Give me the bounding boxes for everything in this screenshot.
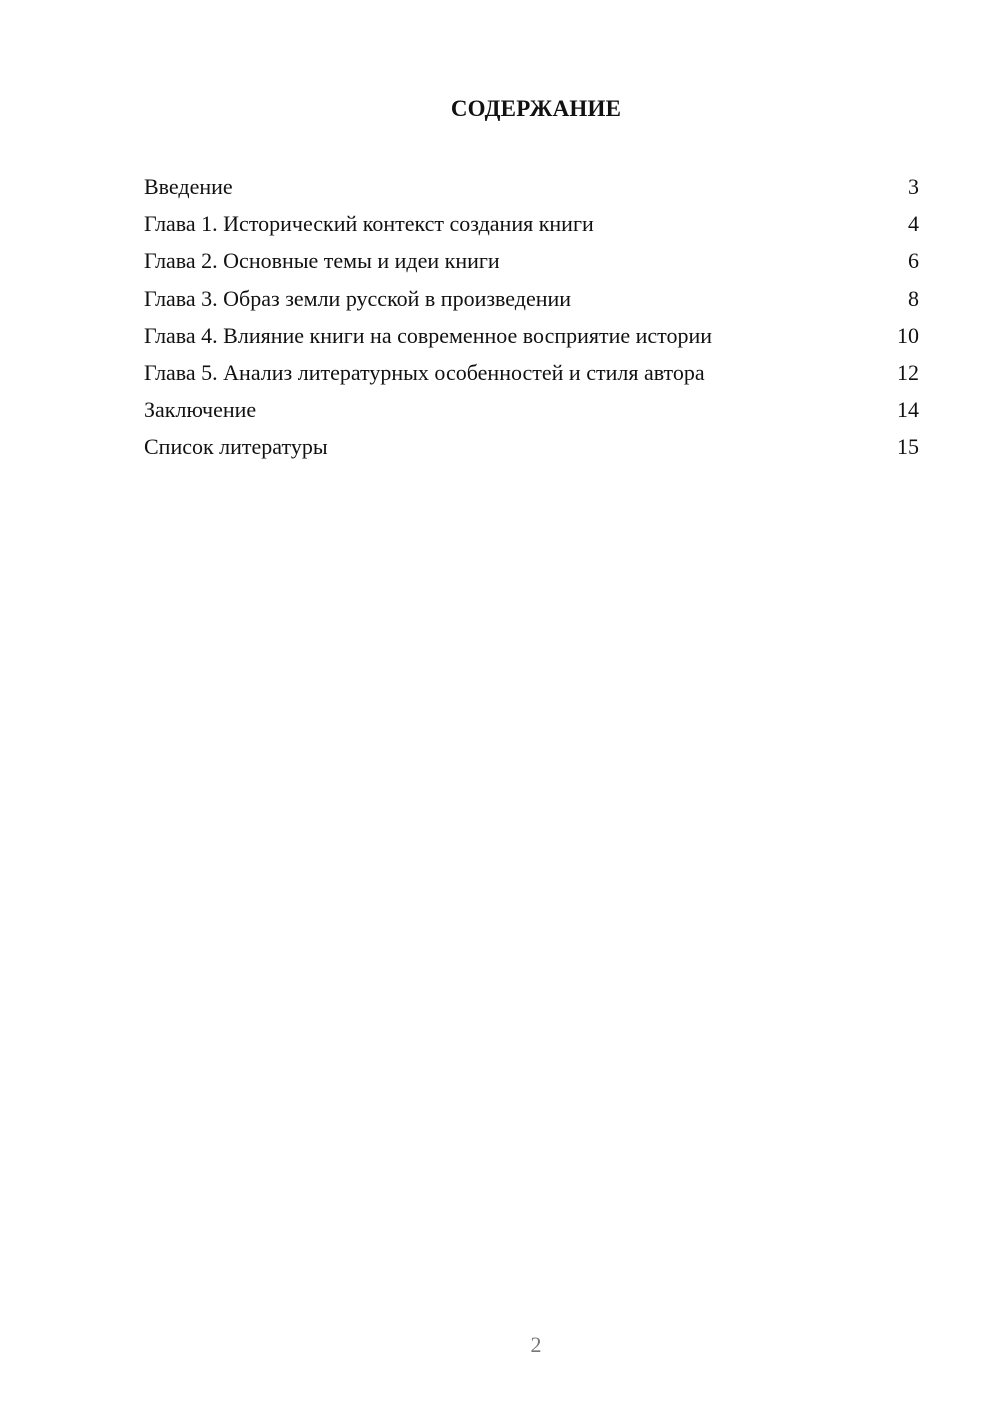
toc-entry-chapter-4[interactable] <box>144 317 919 354</box>
toc-entry-page: 6 <box>908 248 919 274</box>
toc-entry-page: 15 <box>897 434 919 460</box>
toc-entry-introduction[interactable] <box>144 168 919 205</box>
toc-entry-label: Глава 2. Основные темы и идеи книги <box>144 248 500 274</box>
toc-entry-label: Глава 4. Влияние книги на современное восприятие истории <box>144 322 713 348</box>
toc-entry-label: Глава 3. Образ земли русской в произведении <box>144 285 572 311</box>
toc-entry-page: 14 <box>897 397 919 423</box>
page-title: СОДЕРЖАНИЕ <box>450 96 622 121</box>
toc-entry-label: Введение <box>144 174 233 199</box>
toc-entry-bibliography[interactable] <box>144 428 919 465</box>
toc-entry-conclusion[interactable] <box>144 391 919 428</box>
toc-entry-chapter-5[interactable] <box>144 354 919 391</box>
toc-entry-page: 3 <box>908 174 919 199</box>
toc-entry-chapter-3[interactable] <box>144 280 919 317</box>
toc-entry-page: 4 <box>908 211 919 237</box>
toc-entry-chapter-1[interactable] <box>144 205 919 242</box>
page-number: 2 <box>530 1332 542 1357</box>
toc-entry-label: Глава 5. Анализ литературных особенностей и стиля автора <box>144 359 705 385</box>
toc-entry-chapter-2[interactable] <box>144 242 919 279</box>
toc-entry-label: Список литературы <box>144 434 328 460</box>
table-of-contents <box>144 168 919 466</box>
toc-entry-page: 10 <box>897 322 919 348</box>
toc-entry-page: 8 <box>908 285 919 311</box>
toc-entry-label: Заключение <box>144 397 257 423</box>
toc-entry-label: Глава 1. Исторический контекст создания книги <box>144 211 594 237</box>
toc-entry-page: 12 <box>897 359 919 385</box>
